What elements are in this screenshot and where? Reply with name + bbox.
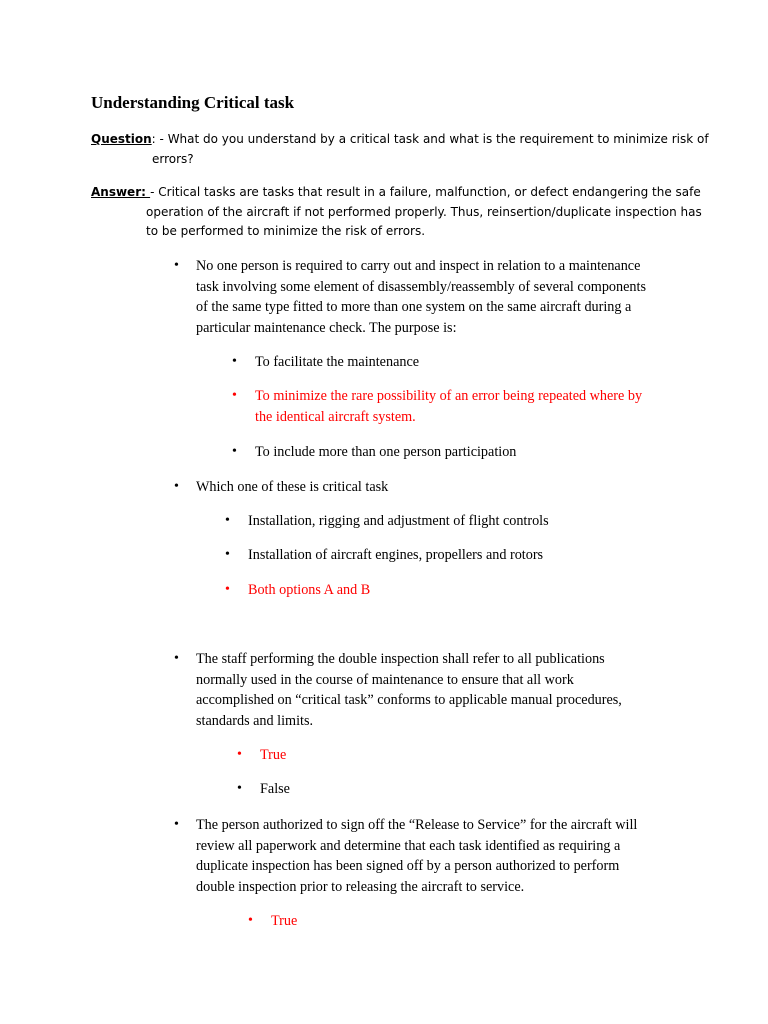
bullet-icon: •	[174, 817, 179, 832]
list-item-which-critical	[174, 477, 389, 498]
sub-item-facilitate	[232, 352, 420, 373]
sub-item-minimize-error	[232, 386, 643, 427]
option-text: Installation, rigging and adjustment of flight controls	[248, 513, 549, 529]
option-text: Both options A and B	[248, 582, 371, 598]
bullet-icon: •	[225, 547, 230, 562]
question-line-1: What do you understand by a critical task and what is the requirement to minimize risk of	[167, 132, 709, 146]
option-engines	[225, 545, 544, 566]
sub-item-text: To facilitate the maintenance	[255, 354, 420, 370]
question-label: Question	[91, 132, 152, 146]
list-item-line: The person authorized to sign off the “Release to Service” for the aircraft will	[196, 817, 638, 833]
list-item-release-to-service	[174, 815, 638, 897]
answer-prefix: -	[150, 185, 159, 199]
list-item-line: particular maintenance check. The purpose is:	[196, 319, 457, 336]
answer-first-line	[91, 183, 702, 203]
page-title: Understanding Critical task	[91, 93, 295, 112]
list-item-line: No one person is required to carry out and inspect in relation to a maintenance	[196, 258, 641, 274]
answer-label: Answer:	[91, 185, 151, 199]
list-item-line: task involving some element of disassembly/reassembly of several components	[196, 278, 646, 295]
bullet-icon: •	[237, 781, 242, 796]
sub-item-text: the identical aircraft system.	[255, 408, 416, 425]
answer-line-1: Critical tasks are tasks that result in a failure, malfunction, or defect endangering the safe	[158, 185, 701, 199]
list-item-maintenance-task	[174, 256, 646, 338]
list-item-line: double inspection prior to releasing the aircraft to service.	[196, 878, 525, 895]
sub-item-text: To include more than one person participation	[255, 444, 517, 460]
answer-line-2: operation of the aircraft if not performed properly. Thus, reinsertion/duplicate inspection has	[146, 204, 702, 219]
bullet-icon: •	[225, 513, 230, 528]
option-true	[248, 911, 298, 932]
bullet-icon: •	[174, 479, 179, 494]
sub-item-text: To minimize the rare possibility of an error being repeated where by	[255, 388, 643, 404]
bullet-icon: •	[174, 258, 179, 273]
question-line-2: errors?	[152, 151, 194, 166]
list-item-line: of the same type fitted to more than one system on the same aircraft during a	[196, 299, 632, 315]
bullet-icon: •	[232, 444, 237, 459]
list-item-line: normally used in the course of maintenance to ensure that all work	[196, 671, 574, 688]
option-both	[225, 580, 371, 601]
answer-block	[91, 183, 702, 242]
sub-item-participation	[232, 442, 517, 463]
list-item-line: accomplished on “critical task” conforms to applicable manual procedures,	[196, 692, 622, 708]
list-item-line: review all paperwork and determine that each task identified as requiring a	[196, 837, 621, 854]
bullet-icon: •	[248, 913, 253, 928]
option-true	[237, 745, 287, 766]
option-text: False	[260, 781, 290, 797]
bullet-icon: •	[232, 388, 237, 403]
question-prefix: : -	[151, 132, 168, 146]
option-flight-controls	[225, 511, 549, 532]
bullet-icon: •	[225, 582, 230, 597]
list-item-line: duplicate inspection has been signed off by a person authorized to perform	[196, 858, 620, 874]
question-first-line	[91, 130, 709, 150]
list-item-line: standards and limits.	[196, 712, 314, 729]
bullet-icon: •	[232, 354, 237, 369]
list-item-line: Which one of these is critical task	[196, 479, 389, 495]
question-block	[91, 130, 709, 169]
list-item-line: The staff performing the double inspection shall refer to all publications	[196, 651, 605, 667]
bullet-icon: •	[237, 747, 242, 762]
option-text: True	[260, 747, 287, 763]
bullet-icon: •	[174, 651, 179, 666]
option-false	[237, 779, 290, 800]
option-text: True	[271, 913, 298, 929]
answer-line-3: to be performed to minimize the risk of errors.	[146, 224, 426, 238]
list-item-double-inspection	[174, 649, 622, 731]
option-text: Installation of aircraft engines, propellers and rotors	[248, 547, 544, 563]
